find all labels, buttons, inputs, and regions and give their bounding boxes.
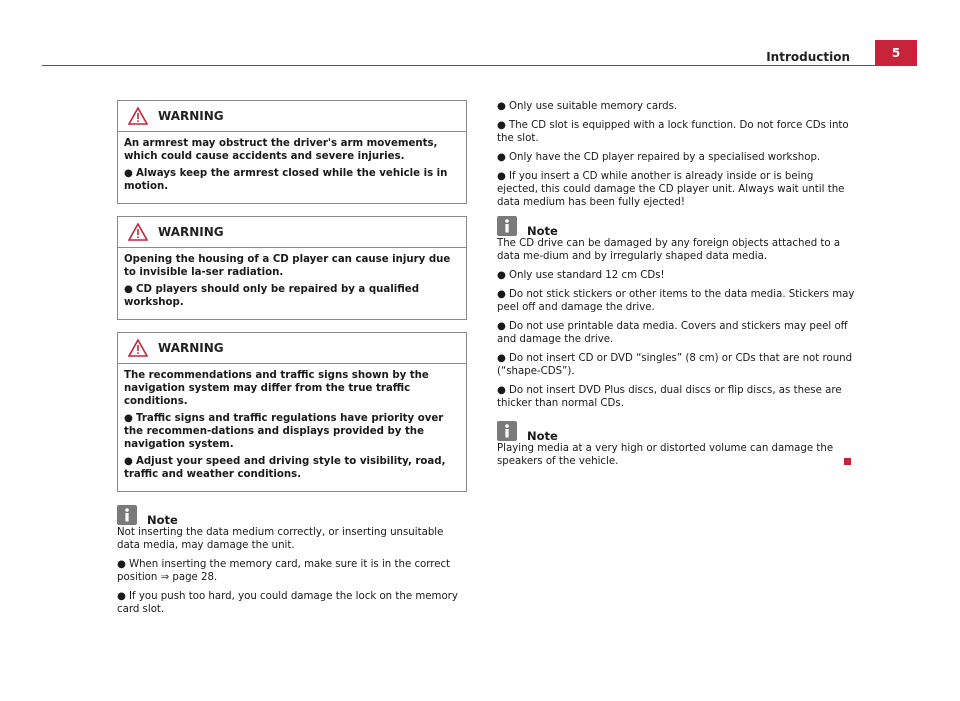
header-rule — [42, 65, 917, 66]
warning-title: WARNING — [158, 341, 224, 355]
note-text: Playing media at a very high or distorted volume can damage the speakers of the vehicle. — [497, 443, 834, 467]
warning-bullet: ● Adjust your speed and driving style to visibility, road, traffic and weather conditions. — [124, 456, 446, 480]
warning-bullet: ● CD players should only be repaired by a qualified workshop. — [124, 284, 420, 308]
note-title: Note — [527, 429, 558, 443]
warning-triangle-icon — [128, 107, 148, 125]
right-column — [497, 100, 857, 474]
list-item: ● The CD slot is equipped with a lock function. Do not force CDs into the slot. — [497, 120, 849, 144]
warning-triangle-icon — [128, 339, 148, 357]
list-item: ● Only use suitable memory cards. — [497, 101, 678, 112]
note-text: Not inserting the data medium correctly, or inserting unsuitable data media, may damage the unit. — [117, 527, 444, 551]
warning-title: WARNING — [158, 109, 224, 123]
warning-triangle-icon — [128, 223, 148, 241]
note-title: Note — [527, 224, 558, 238]
left-column — [117, 100, 467, 622]
warning-box-navigation — [117, 332, 467, 492]
note-bullet: ● Only use standard 12 cm CDs! — [497, 270, 665, 281]
note-bullet: ● Do not use printable data media. Covers and stickers may peel off and damage the drive. — [497, 321, 848, 345]
note-header — [497, 215, 857, 237]
warning-box-armrest — [117, 100, 467, 204]
warning-bullet: ● Always keep the armrest closed while the vehicle is in motion. — [124, 168, 448, 192]
page-number: 5 — [875, 40, 917, 66]
info-note-icon — [497, 216, 517, 236]
note-volume — [497, 420, 857, 468]
note-bullet: ● If you push too hard, you could damage the lock on the memory card slot. — [117, 591, 458, 615]
note-title: Note — [147, 513, 178, 527]
warning-box-cd-laser — [117, 216, 467, 320]
warning-title: WARNING — [158, 225, 224, 239]
warning-text: An armrest may obstruct the driver's arm movements, which could cause accidents and severe injuries. — [124, 138, 438, 162]
warning-header — [118, 217, 466, 248]
list-item: ● Only have the CD player repaired by a specialised workshop. — [497, 152, 821, 163]
note-text: The CD drive can be damaged by any foreign objects attached to a data me-dium and by irregularly shaped data media. — [497, 238, 841, 262]
warning-header — [118, 333, 466, 364]
warning-bullet: ● Traffic signs and traffic regulations have priority over the recommen-dations and displays provided by the navigation system. — [124, 413, 444, 450]
note-bullet: ● Do not insert CD or DVD “singles” (8 cm) or CDs that are not round (“shape-CDS”). — [497, 353, 853, 377]
warning-header — [118, 101, 466, 132]
note-bullet: ● Do not stick stickers or other items to the data media. Stickers may peel off and damage the drive. — [497, 289, 855, 313]
note-header — [497, 420, 857, 442]
note-data-medium — [117, 504, 467, 616]
note-header — [117, 504, 467, 526]
warning-text: Opening the housing of a CD player can cause injury due to invisible la-ser radiation. — [124, 254, 451, 278]
section-end-marker — [844, 458, 851, 465]
info-note-icon — [497, 421, 517, 441]
list-item: ● If you insert a CD while another is already inside or is being ejected, this could damage the CD player unit. Always wait until the data medium has been fully ejected! — [497, 171, 845, 208]
note-bullet: ● Do not insert DVD Plus discs, dual discs or flip discs, as these are thicker than normal CDs. — [497, 385, 842, 409]
note-cd-drive — [497, 215, 857, 410]
note-bullet: ● When inserting the memory card, make sure it is in the correct position ⇒ page 28. — [117, 559, 451, 583]
info-note-icon — [117, 505, 137, 525]
page-title: Introduction — [766, 50, 850, 64]
warning-text: The recommendations and traffic signs shown by the navigation system may differ from the true traffic conditions. — [124, 370, 429, 407]
